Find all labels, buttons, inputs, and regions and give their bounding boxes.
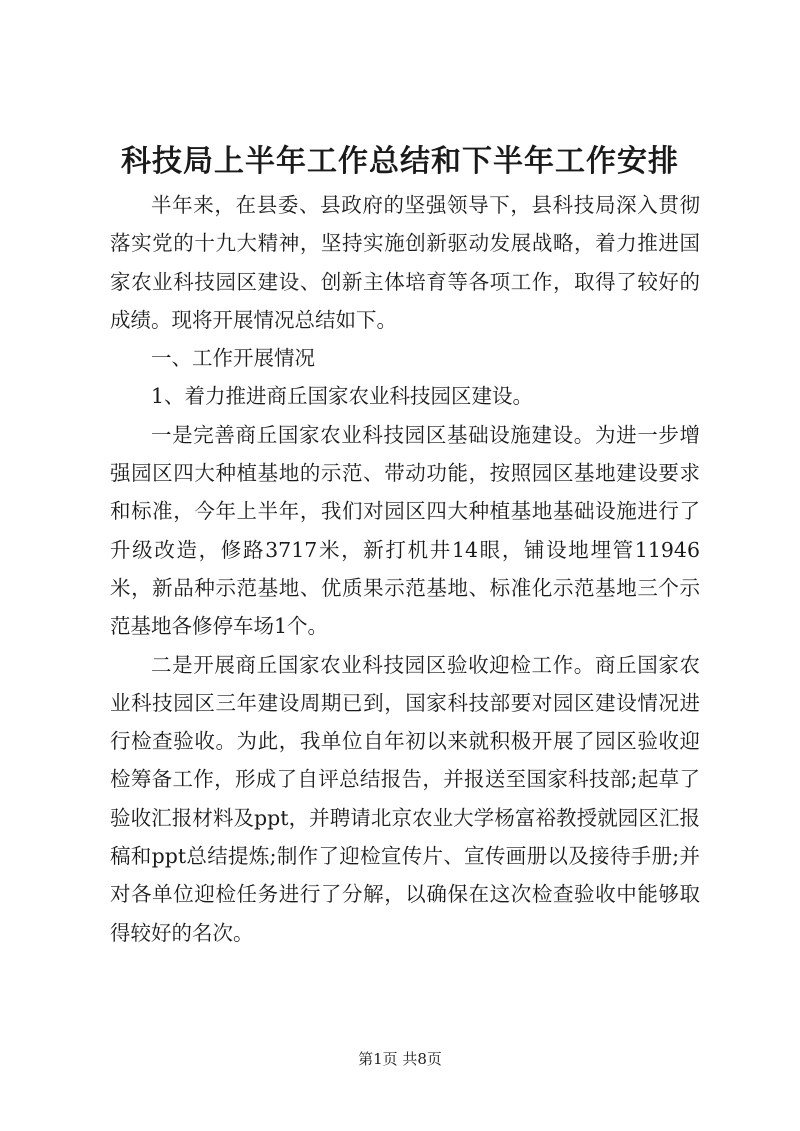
paragraph-inspection: 二是开展商丘国家农业科技园区验收迎检工作。商丘国家农业科技园区三年建设周期已到，国家科技部要对园区建设情况进行检查验收。为此，我单位自年初以来就积极开展了园区验收迎检筹备工作，形成了自评总结报告，并报送至国家科技部;起草了验收汇报材料及ppt，并聘请北京农业大学杨富裕教授就园区汇报稿和ppt总结提炼;制作了迎检宣传片、宣传画册以及接待手册;并对各单位迎检任务进行了分解，以确保在这次检查验收中能够取得较好的名次。 (110, 652, 700, 945)
section-heading: 一、工作开展情况 (151, 346, 315, 371)
document-body (110, 186, 700, 952)
page-number-footer: 第1页 共8页 (358, 1050, 442, 1068)
document-title: 科技局上半年工作总结和下半年工作安排 (121, 144, 679, 179)
paragraph-infrastructure: 一是完善商丘国家农业科技园区基础设施建设。为进一步增强园区四大种植基地的示范、带动功能，按照园区基地建设要求和标准，今年上半年，我们对园区四大种植基地基础设施进行了升级改造，修路3717米，新打机井14眼，铺设地埋管11946米，新品种示范基地、优质果示范基地、标准化示范基地三个示范基地各修停车场1个。 (110, 422, 700, 639)
subsection-heading: 1、着力推进商丘国家农业科技园区建设。 (151, 384, 534, 409)
paragraph-intro: 半年来，在县委、县政府的坚强领导下，县科技局深入贯彻落实党的十九大精神，坚持实施创新驱动发展战略，着力推进国家农业科技园区建设、创新主体培育等各项工作，取得了较好的成绩。现将开展情况总结如下。 (110, 193, 700, 332)
